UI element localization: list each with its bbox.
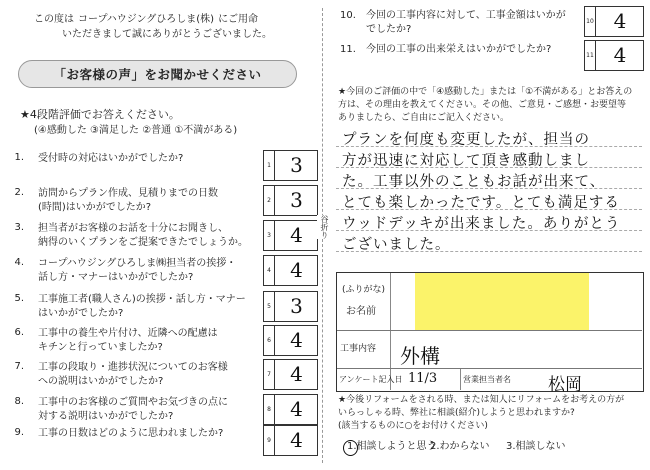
answer-box-number: 8 [264,395,275,424]
comment-handwriting: 方が迅速に対応して頂き感動しまし [342,153,590,169]
info-divider [390,273,391,390]
question-text: 今回の工事内容に対して、工事金額はいかが [366,10,566,21]
answer-value: 4 [290,328,303,352]
referral-line: いらっしゃる時、弊社に相談(紹介)しようと思われますか? [338,408,575,418]
answer-box-number: 11 [585,41,596,70]
rating-instruction: ★4段階評価でお答えください。 [20,108,180,121]
answer-value: 3 [290,153,303,177]
question-number: 11. [340,44,356,55]
question-text: 訪問からプラン作成、見積りまでの日数 [38,188,218,199]
answer-value: 4 [613,43,627,67]
comment-handwriting: プランを何度も変更したが、担当の [342,132,590,148]
answer-box[interactable] [263,394,318,425]
question-text: 納得のいくプランをご提案できたでしょうか。 [38,237,248,248]
question-number: 5. [14,293,24,304]
customer-voice-banner: 「お客様の声」をお聞かせください [18,60,297,88]
question-text: 工事施工者(職人さん)の挨拶・話し方・マナー [38,294,246,305]
referral-option[interactable]: 3.相談しない [506,441,566,452]
name-highlight [415,273,589,330]
question-text: 工事の段取り・進捗状況についてのお客様 [38,362,228,373]
question-number: 3. [14,222,24,233]
question-text: 話し方・マナーはいかがでしたか? [38,272,194,283]
question-number: 7. [14,361,24,372]
comment-prompt-line: ありましたら、ご自由にご記入ください。 [338,113,510,123]
date-label: アンケート記入日 [339,375,403,384]
comment-handwriting: ウッドデッキが出来ました。ありがとう [342,216,621,232]
question-text: でしたか? [366,24,412,35]
staff-divider [460,369,461,390]
referral-line: ★今後リフォームをされる時、または知人にリフォームをお考えの方が [338,395,625,405]
question-number: 1. [14,152,24,163]
answer-value: 4 [290,362,303,386]
name-label: お名前 [346,306,376,317]
referral-line: (該当するものに○をお付けください) [338,421,488,431]
intro-line-2: いただきまして誠にありがとうございました。 [62,29,272,40]
answer-box[interactable] [263,255,318,286]
intro-prefix: この度は [34,14,74,25]
question-text: 対する説明はいかがでしたか? [38,411,174,422]
question-text: (時間)はいかがでしたか? [38,202,152,213]
date-value: 11/3 [408,371,438,386]
question-number: 9. [14,427,24,438]
comment-handwriting: とても楽しかったです。とても満足する [342,195,620,211]
answer-box[interactable] [263,291,318,322]
work-value: 外構 [400,344,440,368]
answer-box[interactable] [263,359,318,390]
answer-box-number: 4 [264,256,275,285]
answer-box-number: 5 [264,292,275,321]
intro-suffix: にご用命 [218,14,259,25]
answer-box[interactable] [263,220,318,251]
answer-box-number: 1 [264,151,275,180]
comment-handwriting: ございました。 [342,237,451,253]
answer-box-number: 10 [585,7,596,36]
question-number: 6. [14,327,24,338]
question-number: 2. [14,187,24,198]
question-number: 4. [14,257,24,268]
question-text: キチンと行っていましたか? [38,342,163,353]
fold-label: 谷折り [317,215,329,239]
question-text: 工事の日数はどのように思われましたか? [38,428,224,439]
intro-line-1 [34,13,258,26]
answer-value: 4 [613,9,627,33]
answer-value: 4 [290,397,303,421]
staff-label: 営業担当者名 [463,375,511,384]
referral-option[interactable]: 1.相談しようと思う [347,441,437,452]
answer-value: 4 [290,223,303,247]
question-text: 今回の工事の出来栄えはいかがでしたか? [366,44,552,55]
referral-option[interactable]: 2.わからない [430,441,490,452]
question-text: 担当者がお客様のお話を十分にお聞きし、 [38,223,228,234]
furigana-label: (ふりがな) [342,285,386,295]
answer-box[interactable] [263,425,318,456]
answer-box-number: 3 [264,221,275,250]
question-text: への説明はいかがでしたか? [38,376,164,387]
answer-value: 4 [290,258,303,282]
company-name: コープハウジングひろしま(株) [78,14,215,25]
answer-value: 3 [290,294,303,318]
comment-handwriting: た。工事以外のこともお話が出来て、 [342,174,606,190]
rating-scale: (④感動した ③満足した ②普通 ①不満がある) [34,125,238,136]
comment-prompt-line: ★今回のご評価の中で「④感動した」または「①不満がある」とお答えの [338,87,633,97]
selected-option-circle [343,440,358,456]
question-number: 10. [340,10,356,21]
answer-box[interactable] [263,325,318,356]
question-number: 8. [14,396,24,407]
question-text: 工事中のお客様のご質問やお気づきの点に [38,397,228,408]
work-label: 工事内容 [340,344,377,354]
answer-box-number: 2 [264,186,275,215]
answer-box[interactable] [584,40,644,71]
info-row-divider-2 [337,368,642,369]
question-text: 受付時の対応はいかがでしたか? [38,153,184,164]
info-row-divider-1 [337,330,642,331]
answer-value: 4 [290,428,303,452]
answer-box[interactable] [584,6,644,37]
answer-box[interactable] [263,150,318,181]
answer-box-number: 6 [264,326,275,355]
question-text: 工事中の養生や片付け、近隣への配慮は [38,328,218,339]
answer-box-number: 7 [264,360,275,389]
question-text: はいかがでしたか? [38,308,124,319]
answer-box-number: 9 [264,426,275,455]
answer-box[interactable] [263,185,318,216]
comment-prompt-line: 方は、その理由を教えてください。その他、ご意見・ご感想・お要望等 [338,100,627,110]
answer-value: 3 [290,188,303,212]
question-text: コープハウジングひろしま㈱担当者の挨拶・ [38,258,237,269]
staff-value: 松岡 [548,375,582,395]
